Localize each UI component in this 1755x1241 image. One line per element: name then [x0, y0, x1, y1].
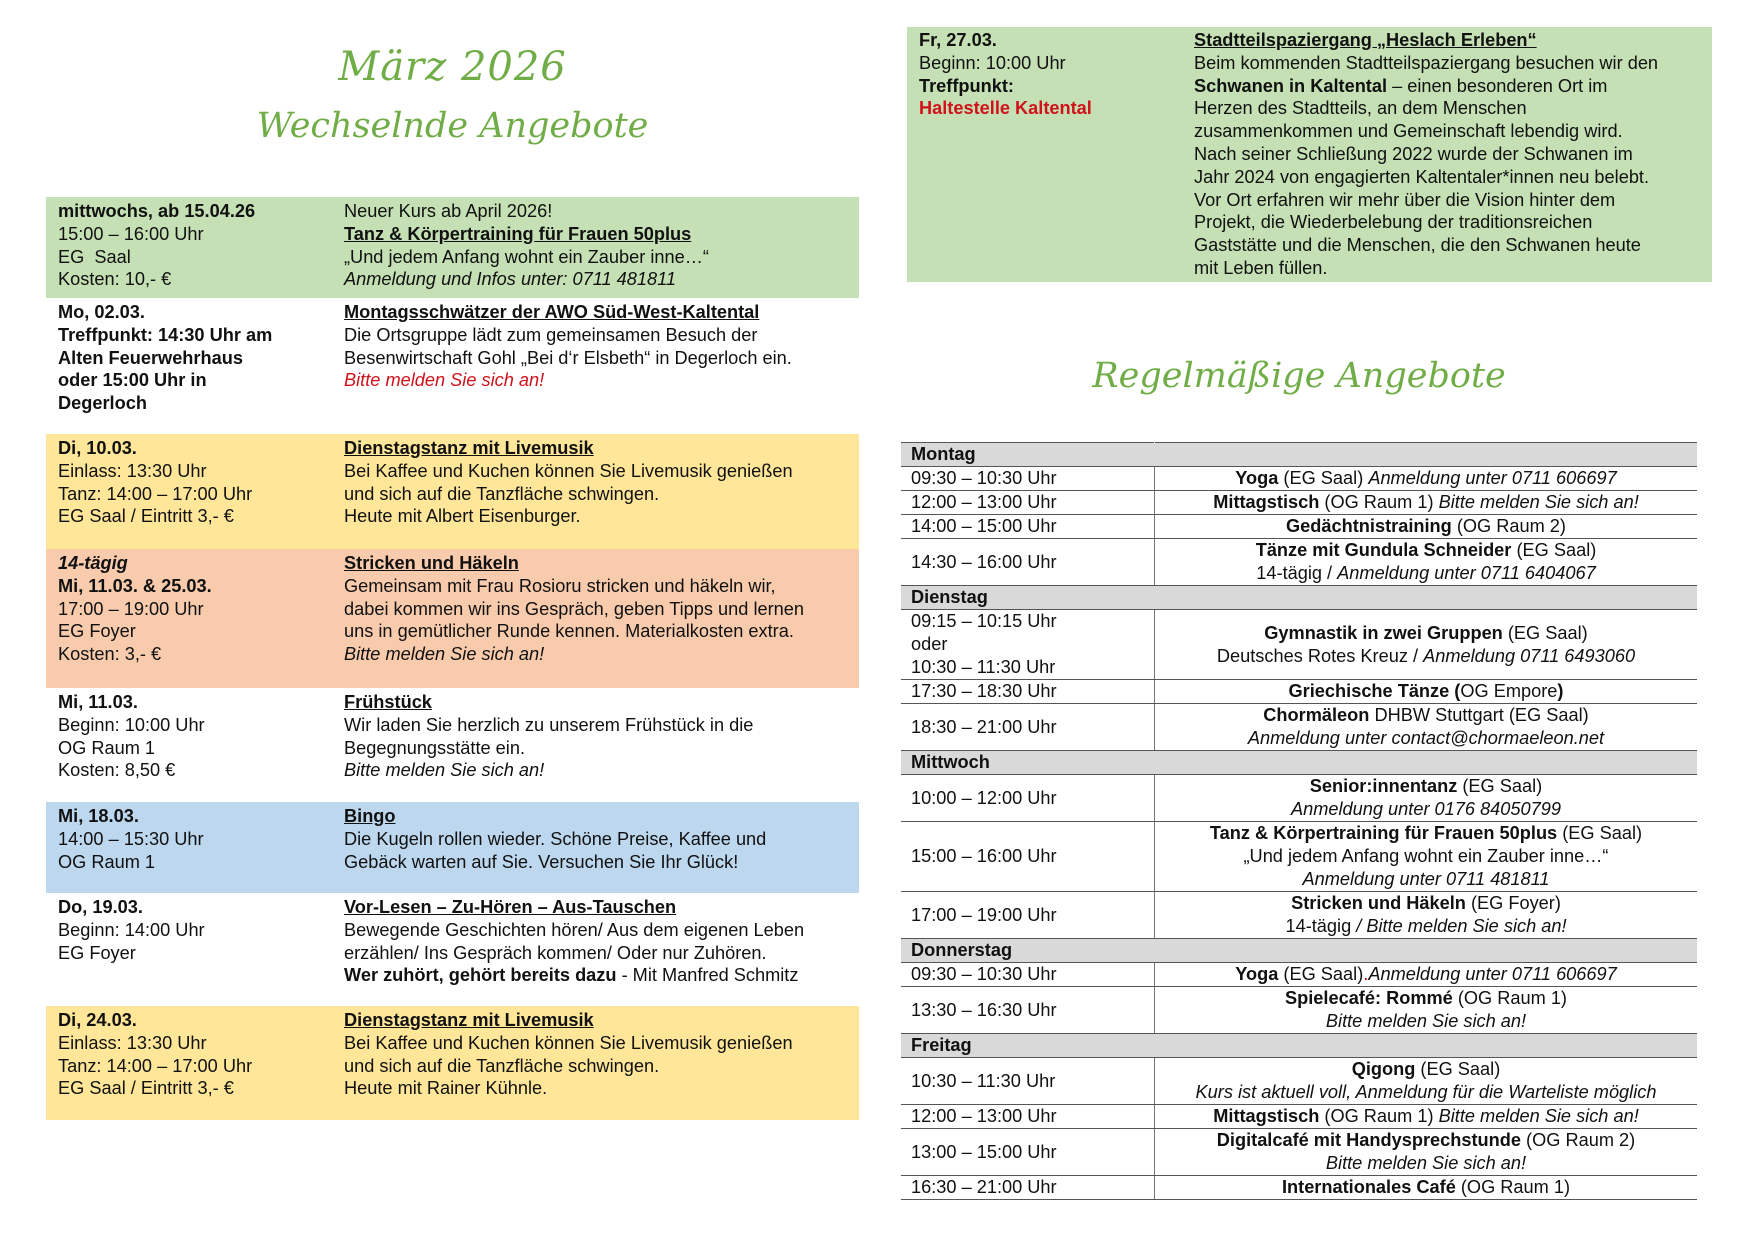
event-meeting: oder 15:00 Uhr in — [58, 370, 207, 391]
event-text: und sich auf die Tanzfläche schwingen. — [344, 1055, 660, 1076]
offer-name: Griechische Tänze ( — [1288, 681, 1461, 701]
schedule-desc — [1155, 963, 1698, 987]
walk-text: Projekt, die Wiederbelebung der traditionsreichen — [1194, 212, 1593, 233]
schedule-row — [901, 539, 1697, 586]
changing-offers-table — [46, 197, 859, 1120]
walk-text: Gaststätte und die Menschen, die den Schwanen heute — [1194, 235, 1641, 256]
event-date: Mo, 02.03. — [58, 302, 145, 322]
offer-sub-note: Anmeldung unter 0176 84050799 — [1290, 799, 1561, 819]
schedule-time: 10:00 – 12:00 Uhr — [901, 775, 1155, 822]
event-details — [334, 802, 859, 893]
offer-sub-note: Anmeldung unter 0711 6404067 — [1337, 563, 1596, 583]
event-title: Montagsschwätzer der AWO Süd-West-Kaltental — [344, 302, 760, 322]
event-entry: Einlass: 13:30 Uhr — [58, 1032, 207, 1053]
offer-place: (OG Raum 1) — [1455, 1177, 1571, 1197]
offer-place: OG Empore — [1460, 681, 1558, 701]
walk-title: Stadtteilspaziergang „Heslach Erleben“ — [1194, 30, 1537, 50]
schedule-row — [901, 1105, 1697, 1129]
offer-name: Spielecafé: Rommé — [1285, 988, 1453, 1008]
walk-text: Beim kommenden Stadtteilspaziergang besuchen wir den — [1194, 52, 1659, 73]
schedule-row — [901, 610, 1697, 680]
walk-details — [1182, 27, 1712, 282]
offer-name: Internationales Café — [1281, 1177, 1456, 1197]
schedule-time: 17:00 – 19:00 Uhr — [901, 892, 1155, 939]
walk-text: Jahr 2024 von engagierten Kaltentaler*innen neu belebt. — [1194, 166, 1650, 187]
schedule-row — [901, 822, 1697, 892]
event-when — [46, 434, 334, 549]
event-row — [46, 197, 859, 298]
offer-sub: 14-tägig / — [1256, 563, 1338, 583]
day-header-freitag — [901, 1034, 1697, 1058]
offer-name: Mittagstisch — [1213, 1106, 1320, 1126]
schedule-desc — [1155, 680, 1698, 704]
schedule-row — [901, 680, 1697, 704]
section-title-changing-offers: Wechselnde Angebote — [256, 106, 649, 146]
page-title-month: März 2026 — [338, 44, 567, 90]
offer-place: (EG Saal) — [1278, 468, 1369, 488]
schedule-desc — [1155, 822, 1698, 892]
event-meeting: Treffpunkt: 14:30 Uhr am — [58, 324, 273, 345]
event-text: Bei Kaffee und Kuchen können Sie Livemusik genießen — [344, 1032, 793, 1053]
schedule-row — [901, 963, 1697, 987]
walk-text: Nach seiner Schließung 2022 wurde der Schwanen im — [1194, 143, 1633, 164]
schedule-desc — [1155, 467, 1698, 491]
offer-place: (EG Saal) — [1511, 540, 1597, 560]
walk-meeting-place: Haltestelle Kaltental — [919, 98, 1092, 119]
walk-meeting-label: Treffpunkt: — [919, 75, 1014, 96]
offer-note: Bitte melden Sie sich an! — [1438, 492, 1639, 512]
schedule-time: 18:30 – 21:00 Uhr — [901, 704, 1155, 751]
regular-offers-table — [901, 442, 1697, 1200]
offer-name: Senior:innentanz — [1309, 776, 1458, 796]
schedule-time: 12:00 – 13:00 Uhr — [901, 1105, 1155, 1129]
event-time: Beginn: 10:00 Uhr — [58, 714, 205, 735]
event-row — [46, 802, 859, 893]
event-text: Heute mit Albert Eisenburger. — [344, 506, 581, 527]
offer-sub-note: Bitte melden Sie sich an! — [1325, 1011, 1527, 1031]
event-text: Die Kugeln rollen wieder. Schöne Preise, Kaffee und — [344, 828, 767, 849]
event-meeting: Degerloch — [58, 393, 147, 414]
walk-bold: Schwanen in Kaltental — [1194, 75, 1388, 96]
event-when — [46, 197, 334, 298]
schedule-desc — [1155, 515, 1698, 539]
event-place: EG Saal / Eintritt 3,- € — [58, 1078, 234, 1099]
day-header-filler — [1155, 1034, 1698, 1058]
offer-place: (EG Saal) — [1415, 1059, 1501, 1079]
event-title: Tanz & Körpertraining für Frauen 50plus — [344, 223, 692, 244]
day-name: Dienstag — [901, 586, 1155, 610]
schedule-time: 10:30 – 11:30 Uhr — [901, 1058, 1155, 1105]
schedule-desc — [1155, 987, 1698, 1034]
offer-place: (EG Saal) — [1502, 622, 1588, 643]
day-header-filler — [1155, 586, 1698, 610]
schedule-desc — [1155, 1176, 1698, 1200]
event-place: EG Foyer — [58, 621, 136, 642]
schedule-desc — [1155, 775, 1698, 822]
day-header-filler — [1155, 939, 1698, 963]
schedule-time-line: 10:30 – 11:30 Uhr — [911, 657, 1056, 677]
event-title: Bingo — [344, 806, 396, 826]
offer-sub: „Und jedem Anfang wohnt ein Zauber inne…“ — [1243, 846, 1609, 866]
event-note: Anmeldung und Infos unter: 0711 481811 — [344, 269, 677, 290]
offer-sub: Deutsches Rotes Kreuz / — [1216, 645, 1424, 666]
schedule-row — [901, 892, 1697, 939]
schedule-desc — [1155, 539, 1698, 586]
event-date: Mi, 11.03. — [58, 692, 138, 712]
offer-place: DHBW Stuttgart (EG Saal) — [1369, 705, 1589, 725]
offer-note: Bitte melden Sie sich an! — [1438, 1106, 1639, 1126]
event-time: Beginn: 14:00 Uhr — [58, 919, 205, 940]
walk-text: zusammenkommen und Gemeinschaft lebendig wird. — [1194, 121, 1623, 142]
day-header-mittwoch — [901, 751, 1697, 775]
event-text: Besenwirtschaft Gohl „Bei d‘r Elsbeth“ in Degerloch ein. — [344, 347, 792, 368]
event-time: 15:00 – 16:00 Uhr — [58, 223, 204, 244]
offer-note: Anmeldung unter 0711 606697 — [1368, 468, 1617, 488]
event-intro: Neuer Kurs ab April 2026! — [344, 201, 553, 221]
event-when — [46, 688, 334, 802]
event-note: Bitte melden Sie sich an! — [344, 760, 545, 781]
offer-name: Gymnastik in zwei Gruppen — [1264, 622, 1503, 643]
schedule-row — [901, 704, 1697, 751]
event-bold-lead: Wer zuhört, gehört bereits dazu — [344, 965, 617, 986]
walk-date: Fr, 27.03. — [919, 30, 997, 50]
event-text: und sich auf die Tanzfläche schwingen. — [344, 483, 660, 504]
event-title: Stricken und Häkeln — [344, 553, 519, 573]
event-place: OG Raum 1 — [58, 737, 156, 758]
event-details — [334, 434, 859, 549]
offer-place: (EG Saal) — [1557, 823, 1643, 843]
offer-place: (EG Saal) — [1278, 964, 1364, 984]
event-cost: Kosten: 8,50 € — [58, 760, 176, 781]
offer-sub-note: Anmeldung 0711 6493060 — [1423, 645, 1636, 666]
offer-sub-note: Bitte melden Sie sich an! — [1325, 1153, 1527, 1173]
event-date: Di, 24.03. — [58, 1010, 137, 1030]
event-place: EG Foyer — [58, 942, 136, 963]
schedule-time: 13:00 – 15:00 Uhr — [901, 1129, 1155, 1176]
schedule-row — [901, 491, 1697, 515]
schedule-desc — [1155, 704, 1698, 751]
walk-text — [1194, 75, 1704, 98]
event-date: Do, 19.03. — [58, 897, 143, 917]
schedule-time: 16:30 – 21:00 Uhr — [901, 1176, 1155, 1200]
day-name: Montag — [901, 443, 1155, 467]
event-time: 14:00 – 15:30 Uhr — [58, 828, 204, 849]
offer-sub-note: Anmeldung unter contact@chormaeleon.net — [1247, 728, 1605, 748]
event-meeting: Alten Feuerwehrhaus — [58, 347, 243, 368]
event-text: dabei kommen wir ins Gespräch, geben Tipps und lernen — [344, 598, 804, 619]
offer-sub-note: / Bitte melden Sie sich an! — [1356, 916, 1567, 936]
event-text-bold-line — [344, 964, 849, 987]
event-bold-tail: - Mit Manfred Schmitz — [616, 965, 799, 986]
offer-place: (OG Raum 1) — [1319, 1106, 1439, 1126]
offer-name: Tanz & Körpertraining für Frauen 50plus — [1209, 823, 1558, 843]
event-date: Di, 10.03. — [58, 438, 137, 458]
schedule-time-line: oder — [911, 634, 948, 654]
event-row — [46, 688, 859, 802]
offer-name: Chormäleon — [1263, 705, 1370, 725]
event-text: Heute mit Rainer Kühnle. — [344, 1078, 548, 1099]
event-title: Dienstagstanz mit Livemusik — [344, 438, 594, 458]
offer-name: Tänze mit Gundula Schneider — [1255, 540, 1512, 560]
event-date: Mi, 18.03. — [58, 806, 139, 826]
event-text: Gebäck warten auf Sie. Versuchen Sie Ihr Glück! — [344, 851, 739, 872]
schedule-time: 14:00 – 15:00 Uhr — [901, 515, 1155, 539]
event-row — [46, 549, 859, 688]
event-place: EG Saal — [58, 246, 131, 267]
event-text: uns in gemütlicher Runde kennen. Materialkosten extra. — [344, 621, 794, 642]
day-name: Freitag — [901, 1034, 1155, 1058]
walk-text: Herzen des Stadtteils, an dem Menschen — [1194, 98, 1527, 119]
event-cost: Kosten: 10,- € — [58, 269, 172, 290]
schedule-time: 09:30 – 10:30 Uhr — [901, 963, 1155, 987]
walk-text-tail: – einen besonderen Ort im — [1387, 75, 1608, 96]
offer-dot: . — [1363, 964, 1369, 984]
schedule-row — [901, 467, 1697, 491]
offer-place: (OG Raum 1) — [1319, 492, 1439, 512]
schedule-time: 14:30 – 16:00 Uhr — [901, 539, 1155, 586]
schedule-time: 17:30 – 18:30 Uhr — [901, 680, 1155, 704]
event-row — [46, 893, 859, 1006]
schedule-time: 15:00 – 16:00 Uhr — [901, 822, 1155, 892]
schedule-time: 12:00 – 13:00 Uhr — [901, 491, 1155, 515]
event-details — [334, 298, 859, 434]
offer-place: (EG Foyer) — [1465, 893, 1561, 913]
event-details — [334, 893, 859, 1006]
event-text: Begegnungsstätte ein. — [344, 737, 526, 758]
event-title: Dienstagstanz mit Livemusik — [344, 1010, 594, 1030]
schedule-desc — [1155, 1129, 1698, 1176]
schedule-desc — [1155, 1105, 1698, 1129]
day-header-dienstag — [901, 586, 1697, 610]
event-when — [46, 802, 334, 893]
event-note: Bitte melden Sie sich an! — [344, 370, 545, 391]
offer-place: (OG Raum 1) — [1452, 988, 1567, 1008]
schedule-row — [901, 515, 1697, 539]
event-title: Frühstück — [344, 692, 432, 712]
event-title: Vor-Lesen – Zu-Hören – Aus-Tauschen — [344, 897, 677, 917]
schedule-time — [901, 610, 1155, 680]
schedule-desc — [1155, 892, 1698, 939]
offer-place: (EG Saal) — [1457, 776, 1543, 796]
day-header-donnerstag — [901, 939, 1697, 963]
event-date: mittwochs, ab 15.04.26 — [58, 201, 256, 221]
schedule-row — [901, 987, 1697, 1034]
walk-text: mit Leben füllen. — [1194, 257, 1328, 278]
schedule-desc — [1155, 491, 1698, 515]
offer-name: Yoga — [1235, 468, 1279, 488]
offer-place: (OG Raum 2) — [1521, 1130, 1636, 1150]
event-text: „Und jedem Anfang wohnt ein Zauber inne…“ — [344, 246, 709, 267]
event-when — [46, 893, 334, 1006]
event-time: Tanz: 14:00 – 17:00 Uhr — [58, 1055, 253, 1076]
event-text: Wir laden Sie herzlich zu unserem Frühstück in die — [344, 714, 754, 735]
schedule-row — [901, 1176, 1697, 1200]
event-when — [46, 298, 334, 434]
day-header-filler — [1155, 751, 1698, 775]
day-header-filler — [1155, 443, 1698, 467]
event-time: 17:00 – 19:00 Uhr — [58, 598, 204, 619]
schedule-desc — [1155, 1058, 1698, 1105]
event-row — [46, 298, 859, 434]
walk-text: Vor Ort erfahren wir mehr über die Vision hinter dem — [1194, 189, 1616, 210]
event-note: Bitte melden Sie sich an! — [344, 644, 545, 665]
section-title-regular-offers: Regelmäßige Angebote — [1092, 356, 1506, 396]
event-when — [46, 1006, 334, 1120]
event-details — [334, 549, 859, 688]
offer-name: Gedächtnistraining — [1286, 516, 1452, 536]
event-details — [334, 1006, 859, 1120]
walk-when — [907, 27, 1182, 282]
event-text: Die Ortsgruppe lädt zum gemeinsamen Besuch der — [344, 324, 758, 345]
event-row — [46, 434, 859, 549]
offer-name: Digitalcafé mit Handysprechstunde — [1216, 1130, 1521, 1150]
schedule-time: 09:30 – 10:30 Uhr — [901, 467, 1155, 491]
offer-sub-note: Kurs ist aktuell voll, Anmeldung für die Warteliste möglich — [1195, 1082, 1657, 1102]
schedule-row — [901, 1129, 1697, 1176]
offer-sub: 14-tägig — [1285, 916, 1357, 936]
offer-close: ) — [1557, 681, 1564, 701]
event-row — [46, 1006, 859, 1120]
offer-note: Anmeldung unter 0711 606697 — [1368, 964, 1617, 984]
event-place: OG Raum 1 — [58, 851, 156, 872]
event-time: Tanz: 14:00 – 17:00 Uhr — [58, 483, 253, 504]
event-text: Bewegende Geschichten hören/ Aus dem eigenen Leben — [344, 919, 805, 940]
event-place: EG Saal / Eintritt 3,- € — [58, 506, 234, 527]
offer-sub-note: Anmeldung unter 0711 481811 — [1302, 869, 1550, 889]
event-entry: Einlass: 13:30 Uhr — [58, 460, 207, 481]
schedule-row — [901, 775, 1697, 822]
offer-place: (OG Raum 2) — [1451, 516, 1566, 536]
walk-event-box — [907, 27, 1712, 282]
event-text: erzählen/ Ins Gespräch kommen/ Oder nur Zuhören. — [344, 942, 767, 963]
event-text: Gemeinsam mit Frau Rosioru stricken und häkeln wir, — [344, 575, 776, 596]
schedule-time: 13:30 – 16:30 Uhr — [901, 987, 1155, 1034]
offer-name: Mittagstisch — [1213, 492, 1320, 512]
day-name: Donnerstag — [901, 939, 1155, 963]
event-when — [46, 549, 334, 688]
schedule-time-line: 09:15 – 10:15 Uhr — [911, 611, 1057, 631]
event-details — [334, 197, 859, 298]
event-text: Bei Kaffee und Kuchen können Sie Livemusik genießen — [344, 460, 793, 481]
offer-name: Yoga — [1235, 964, 1279, 984]
day-header-montag — [901, 443, 1697, 467]
schedule-desc — [1155, 610, 1698, 680]
event-frequency: 14-tägig — [58, 553, 128, 573]
event-date: Mi, 11.03. & 25.03. — [58, 575, 212, 596]
offer-name: Stricken und Häkeln — [1291, 893, 1466, 913]
offer-name: Qigong — [1351, 1059, 1416, 1079]
event-details — [334, 688, 859, 802]
walk-start: Beginn: 10:00 Uhr — [919, 52, 1066, 73]
event-cost: Kosten: 3,- € — [58, 644, 162, 665]
day-name: Mittwoch — [901, 751, 1155, 775]
schedule-row — [901, 1058, 1697, 1105]
